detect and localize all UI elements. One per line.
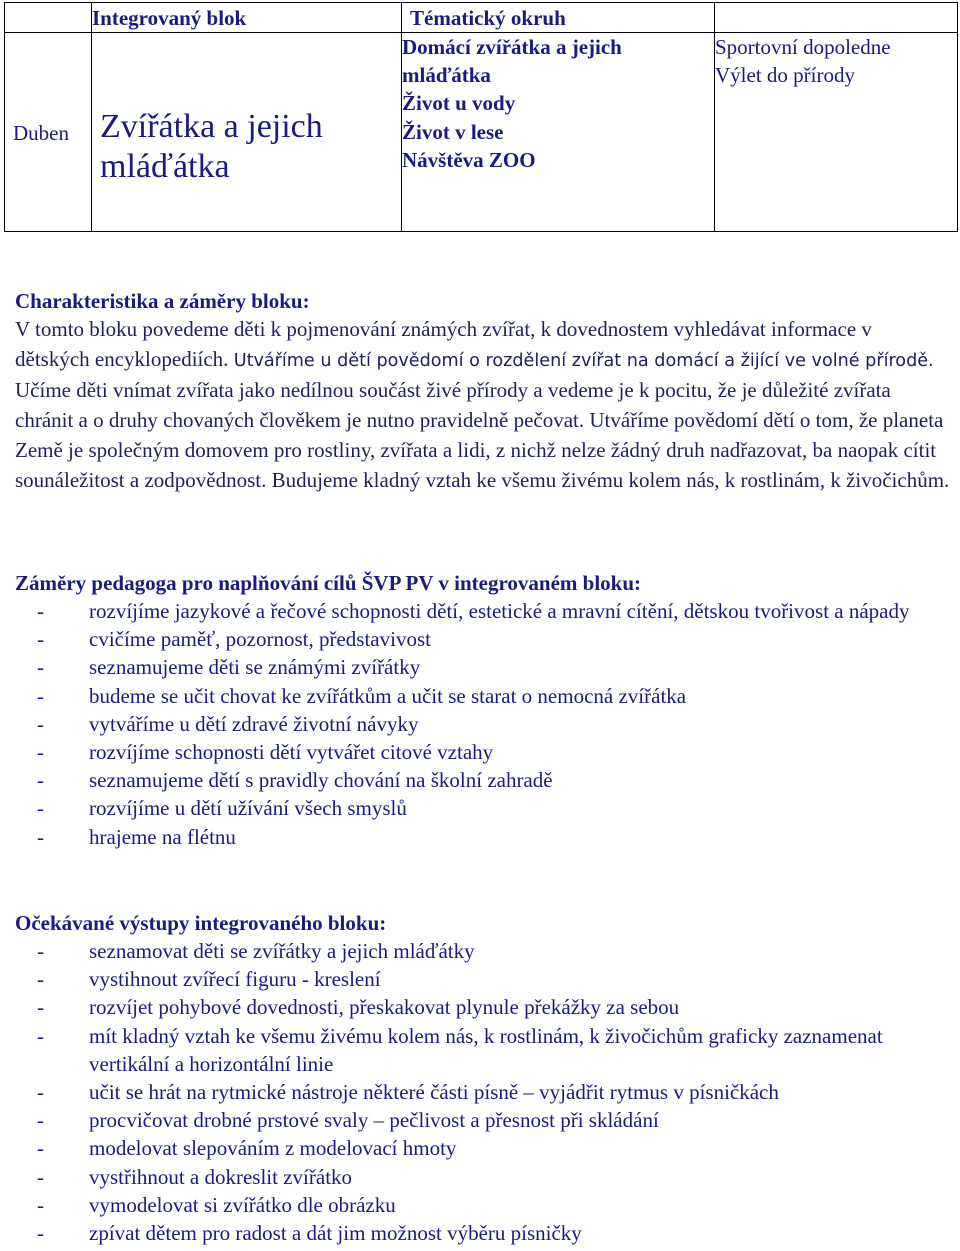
list-item: - vytváříme u dětí zdravé životní návyky — [37, 711, 419, 736]
list-item: - procvičovat drobné prstové svaly – pečlivost a přesnost při skládání — [37, 1108, 659, 1133]
table-header-row — [5, 3, 958, 33]
block-title-cell — [92, 33, 402, 232]
list-item: - vystřihnout a dokreslit zvířátko — [37, 1164, 353, 1189]
list-item: - budeme se učit chovat ke zvířátkům a učit se starat o nemocná zvířátka — [37, 683, 687, 708]
characteristics-text-c: Učíme děti vnímat zvířata jako nedílnou součást živé přírody a vedeme je k pocitu, že je důležité zvířata chránit a o druhy chovaných člověkem je nutno pravidelně pečovat. — [15, 377, 891, 432]
list-item: - seznamujeme děti se známými zvířátky — [37, 655, 421, 680]
list-item: - vystihnout zvířecí figuru - kreslení — [37, 967, 381, 992]
topics-cell — [402, 33, 715, 232]
header-thematic-area: Tématický okruh — [410, 6, 566, 30]
list-item: - rozvíjíme schopnosti dětí vytvářet citové vztahy — [37, 740, 494, 765]
block-table — [4, 2, 958, 232]
characteristics-text-a: V tomto bloku povedeme děti k pojmenování známých zvířat, k dovednostem vyhledávat informace v dětských encyklopediích. — [15, 317, 872, 372]
topic-item: Život v lese — [402, 119, 504, 144]
characteristics-text-b: Utváříme u dětí povědomí o rozdělení zvířat na domácí a žijící ve volné přírodě. — [233, 351, 934, 372]
block-title: Zvířátka a jejich mláďátka — [100, 108, 323, 185]
month-cell — [5, 33, 92, 232]
characteristics-text-d: Utváříme povědomí dětí o tom, že planeta Země je společným domovem pro rostliny, zvířata a lidi, z nichž nelze žádný druh nadřazovat, ba naopak cítit sounáležitost a zodpovědnost. Budujeme kladný vztah ke všemu živému kolem nás, k rostlinám, k živočichům. — [15, 407, 950, 493]
topic-item: Život u vody — [402, 91, 516, 116]
list-item: - rozvíjíme jazykové a řečové schopnosti dětí, estetické a mravní cítění, dětskou tvořivost a nápady — [37, 599, 910, 623]
goals-section — [15, 569, 950, 851]
outcomes-heading: Očekávané výstupy integrovaného bloku: — [15, 911, 387, 935]
characteristics-heading: Charakteristika a záměry bloku: — [15, 289, 310, 313]
activities-cell — [715, 33, 958, 232]
month-label: Duben — [13, 121, 69, 145]
list-item: - hrajeme na flétnu — [37, 824, 236, 849]
activity-item: Výlet do přírody — [715, 63, 855, 88]
header-integrated-block: Integrovaný blok — [92, 6, 247, 30]
header-cell-empty — [5, 3, 92, 33]
list-item: - mít kladný vztah ke všemu živému kolem nás, k rostlinám, k živočichům graficky zaznamenat vertikální a horizontální linie — [37, 1023, 883, 1076]
list-item: - seznamovat děti se zvířátky a jejich mláďátky — [37, 939, 475, 963]
header-cell-block — [92, 3, 402, 33]
goals-heading: Záměry pedagoga pro naplňování cílů ŠVP PV v integrovaném bloku: — [15, 571, 642, 595]
activity-item: Sportovní dopoledne — [715, 35, 891, 59]
list-item: - seznamujeme dětí s pravidly chování na školní zahradě — [37, 768, 553, 793]
characteristics-section — [15, 287, 950, 497]
list-item: - rozvíjíme u dětí užívání všech smyslů — [37, 796, 407, 821]
outcomes-list — [15, 937, 950, 1247]
characteristics-text — [15, 315, 950, 497]
header-cell-topic — [402, 3, 715, 33]
outcomes-section — [15, 909, 950, 1247]
header-cell-empty-2 — [715, 3, 958, 33]
table-body-row — [5, 33, 958, 232]
goals-list — [15, 597, 950, 851]
list-item: - cvičíme paměť, pozornost, představivost — [37, 627, 431, 652]
list-item: - modelovat slepováním z modelovací hmoty — [37, 1136, 457, 1161]
list-item: - vymodelovat si zvířátko dle obrázku — [37, 1192, 396, 1217]
list-item: - zpívat dětem pro radost a dát jim možnost výběru písničky — [37, 1221, 582, 1246]
list-item: - rozvíjet pohybové dovednosti, přeskakovat plynule překážky za sebou — [37, 995, 680, 1020]
topic-item: Návštěva ZOO — [402, 147, 536, 172]
list-item: - učit se hrát na rytmické nástroje některé části písně – vyjádřit rytmus v písničkách — [37, 1080, 779, 1105]
topic-item: Domácí zvířátka a jejich mláďátka — [402, 35, 622, 88]
